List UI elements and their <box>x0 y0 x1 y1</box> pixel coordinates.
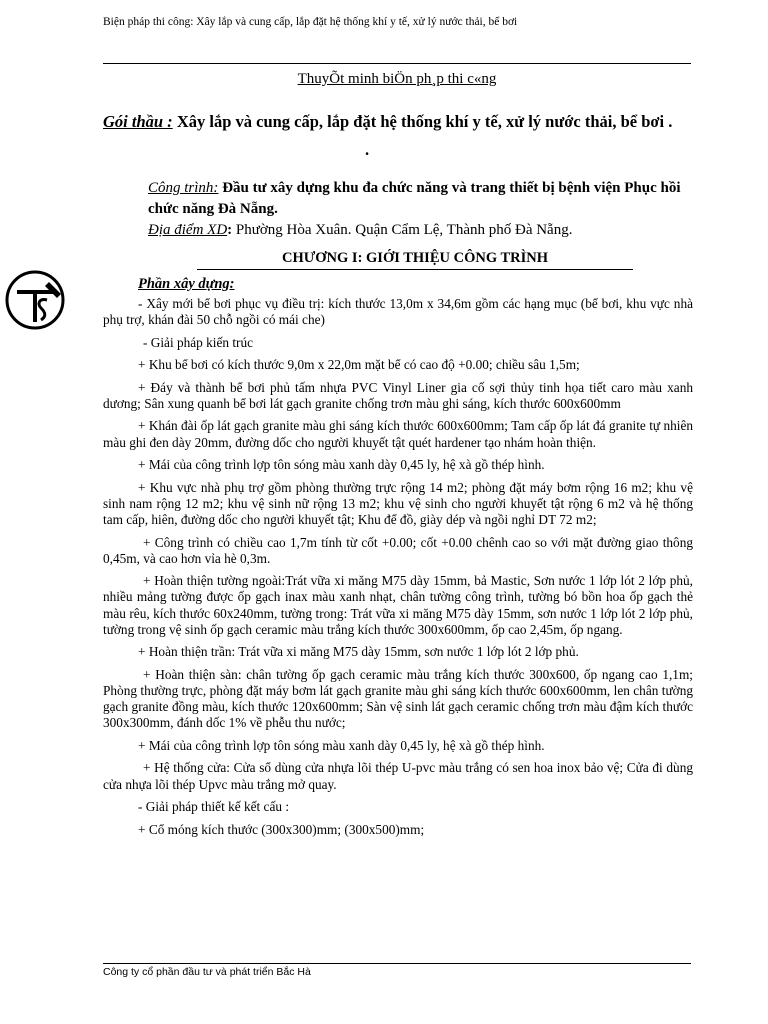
running-header: Biện pháp thi công: Xây lắp và cung cấp, lắp đặt hệ thống khí y tế, xử lý nước thải, bể bơi <box>103 16 518 28</box>
location-colon: : <box>227 222 233 238</box>
footer-rule <box>103 963 691 964</box>
package-text: Xây lắp và cung cấp, lắp đặt hệ thống khí y tế, xử lý nước thải, bể bơi . <box>172 112 673 131</box>
package-tail: . <box>365 140 370 159</box>
paragraph: + Khu vực nhà phụ trợ gồm phòng thường trực rộng 14 m2; phòng đặt máy bơm rộng 16 m2; khu vệ sinh nam rộng 12 m2; khu vệ sinh nữ rộng 13 m2; khu vệ sinh cho người khuyết tật rộng 6 m2 và hệ thống tam cấp, hiên, đường dốc cho người khuyết tật; Khu để đồ, giày dép và ngồi nghỉ DT 72 m2; <box>103 479 693 528</box>
running-footer: Công ty cổ phần đầu tư và phát triển Bắc Hà <box>103 966 311 978</box>
paragraph: + Hoàn thiện sàn: chân tường ốp gạch ceramic màu trắng kích thước 300x600, ốp ngang cao 1,1m; Phòng thường trực, phòng đặt máy bơm lát gạch granite màu ghi sáng kích thước 600x600mm, len chân tường gạch granite đồng màu, kích thước 120x600mm; Sàn vệ sinh lát gạch ceramic chống trơn màu đậm kích thước 300x300mm, đánh dốc 1% về phễu thu nước; <box>103 666 693 731</box>
package-heading <box>103 108 691 164</box>
paragraph: + Hoàn thiện tường ngoài:Trát vữa xi măng M75 dày 15mm, bả Mastic, Sơn nước 1 lớp lót 2 lớp phủ, nhiều mảng tường được ốp gạch inax màu xanh nhạt, chân tường công trình, tường bó bồn hoa ốp gạch thẻ màu rêu, kích thước 60x240mm, tường trong: Trát vữa xi măng M75 dày 15mm, sơn nước 1 lớp lót 2 lớp phủ, tường trong vệ sinh ốp gạch ceramic màu trắng kích thước 300x600mm, ốp cao 2,45m, ốp ngang. <box>103 573 693 637</box>
chapter-heading: CHƯƠNG I: GIỚI THIỆU CÔNG TRÌNH <box>197 250 633 270</box>
project-label: Công trình: <box>148 180 219 196</box>
paragraph: + Cổ móng kích thước (300x300)mm; (300x500)mm; <box>138 821 425 837</box>
paragraph: + Mái của công trình lợp tôn sóng màu xanh dày 0,45 ly, hệ xà gồ thép hình. <box>138 457 545 473</box>
paragraph: + Hệ thống cửa: Cửa sổ dùng cửa nhựa lõi thép U-pvc màu trắng có sen hoa inox bảo vệ; Cửa đi dùng cửa nhựa lõi thép Upvc màu trắng mở quay. <box>103 760 693 792</box>
section-heading: Phần xây dựng: <box>138 276 235 292</box>
paragraph: - Giải pháp thiết kế kết cấu : <box>138 799 290 815</box>
paragraph: - Giải pháp kiến trúc <box>143 334 254 350</box>
location-line <box>148 220 693 241</box>
document-title: ThuyÕt minh biÖn ph¸p thi c«ng <box>297 71 497 87</box>
project-text: Đầu tư xây dựng khu đa chức năng và trang thiết bị bệnh viện Phục hồi chức năng Đà Nẵng. <box>148 180 681 217</box>
paragraph: + Khán đài ốp lát gạch granite màu ghi sáng kích thước 600x600mm; Tam cấp ốp lát đá granite tự nhiên màu ghi đen dày 20mm, đường dốc cho người khuyết tật quét hardener tạo nhám hoàn thiện. <box>103 418 693 450</box>
company-logo-icon <box>3 268 67 332</box>
body-text <box>103 296 693 844</box>
paragraph: + Hoàn thiện trần: Trát vữa xi măng M75 dày 15mm, sơn nước 1 lớp lót 2 lớp phủ. <box>138 644 579 660</box>
location-text: Phường Hòa Xuân. Quận Cẩm Lệ, Thành phố Đà Nẵng. <box>232 222 573 238</box>
paragraph: + Đáy và thành bể bơi phủ tấm nhựa PVC Vinyl Liner gia cố sợi thủy tinh họa tiết caro màu xanh dương; Sân xung quanh bể bơi lát gạch granite chống trơn màu ghi sáng, kích thước 600x600mm <box>103 379 693 411</box>
paragraph: - Xây mới bể bơi phục vụ điều trị: kích thước 13,0m x 34,6m gồm các hạng mục (bể bơi, khu vực nhà phụ trợ, khán đài 50 chỗ ngồi có mái che) <box>103 296 693 328</box>
location-label: Địa điểm XD <box>148 222 228 238</box>
paragraph: + Công trình có chiều cao 1,7m tính từ cốt +0.00; cốt +0.00 chênh cao so với mặt đường giao thông 0,45m, và cao hơn vỉa hè 0,3m. <box>103 534 693 566</box>
paragraph: + Mái của công trình lợp tôn sóng màu xanh dày 0,45 ly, hệ xà gồ thép hình. <box>138 737 545 753</box>
package-label: Gói thầu : <box>103 112 173 131</box>
paragraph: + Khu bể bơi có kích thước 9,0m x 22,0m mặt bể có cao độ +0.00; chiều sâu 1,5m; <box>138 357 580 373</box>
header-rule <box>103 63 691 64</box>
project-info <box>148 178 693 241</box>
project-line <box>148 178 693 220</box>
